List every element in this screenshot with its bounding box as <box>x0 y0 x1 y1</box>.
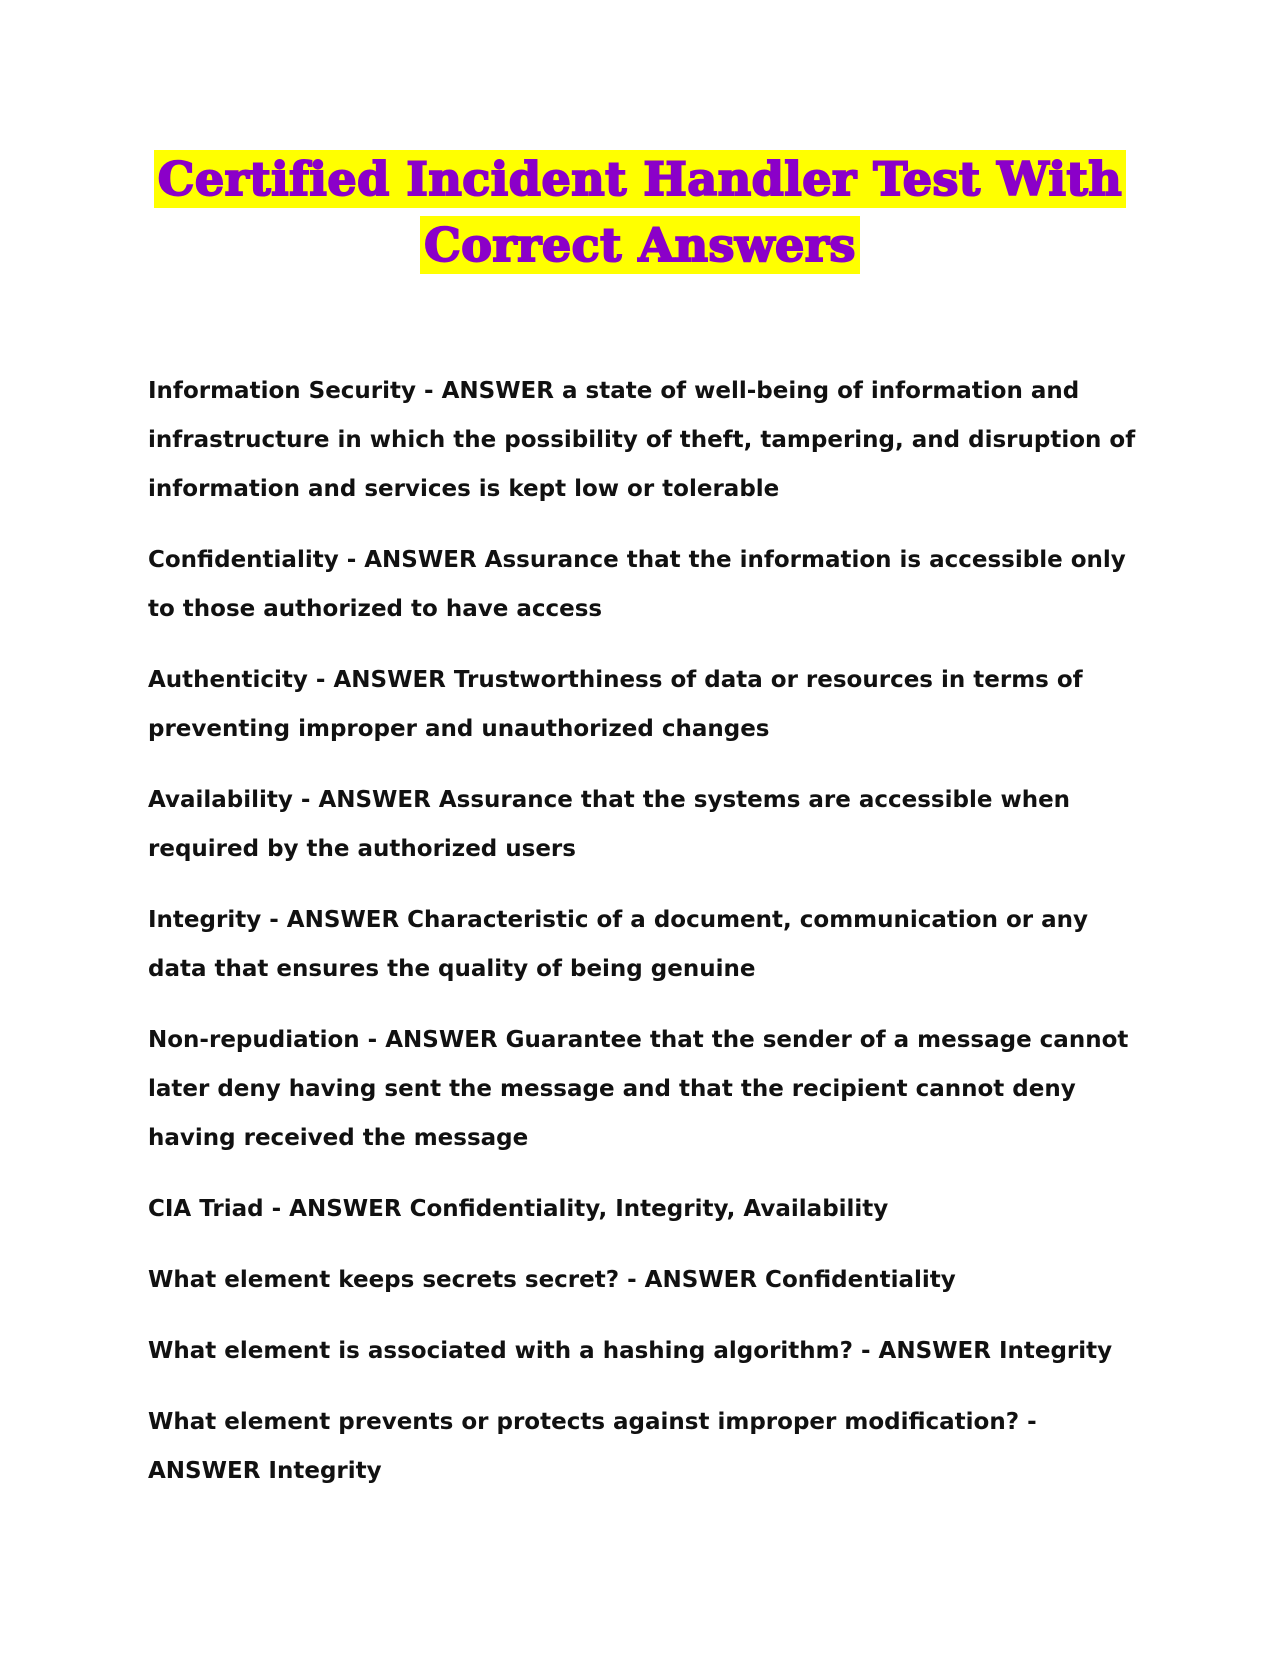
qa-item-authenticity: Authenticity - ANSWER Trustworthiness of data or resources in terms of preventing improper and unauthorized changes <box>148 667 1083 742</box>
qa-item-availability: Availability - ANSWER Assurance that the systems are accessible when required by the authorized users <box>148 787 1071 862</box>
page-title <box>148 146 1132 278</box>
qa-item-non-repudiation: Non-repudiation - ANSWER Guarantee that the sender of a message cannot later deny having sent the message and that the recipient cannot deny having received the message <box>148 1027 1129 1151</box>
qa-item-modification: What element prevents or protects against improper modification? - ANSWER Integrity <box>148 1409 1037 1484</box>
qa-list <box>148 367 1138 1518</box>
qa-item-confidentiality: Confidentiality - ANSWER Assurance that the information is accessible only to those authorized to have access <box>148 547 1126 622</box>
qa-item-secrets: What element keeps secrets secret? - ANSWER Confidentiality <box>148 1267 956 1293</box>
title-line-2: Correct Answers <box>420 216 860 274</box>
qa-item-cia-triad: CIA Triad - ANSWER Confidentiality, Integrity, Availability <box>148 1196 889 1222</box>
qa-item-hashing: What element is associated with a hashing algorithm? - ANSWER Integrity <box>148 1338 1113 1364</box>
qa-item-information-security: Information Security - ANSWER a state of well-being of information and infrastructure in which the possibility of theft, tampering, and disruption of information and services is kept low or tolerable <box>148 378 1136 502</box>
title-line-1: Certified Incident Handler Test With <box>154 150 1126 208</box>
qa-item-integrity: Integrity - ANSWER Characteristic of a document, communication or any data that ensures the quality of being genuine <box>148 907 1089 982</box>
